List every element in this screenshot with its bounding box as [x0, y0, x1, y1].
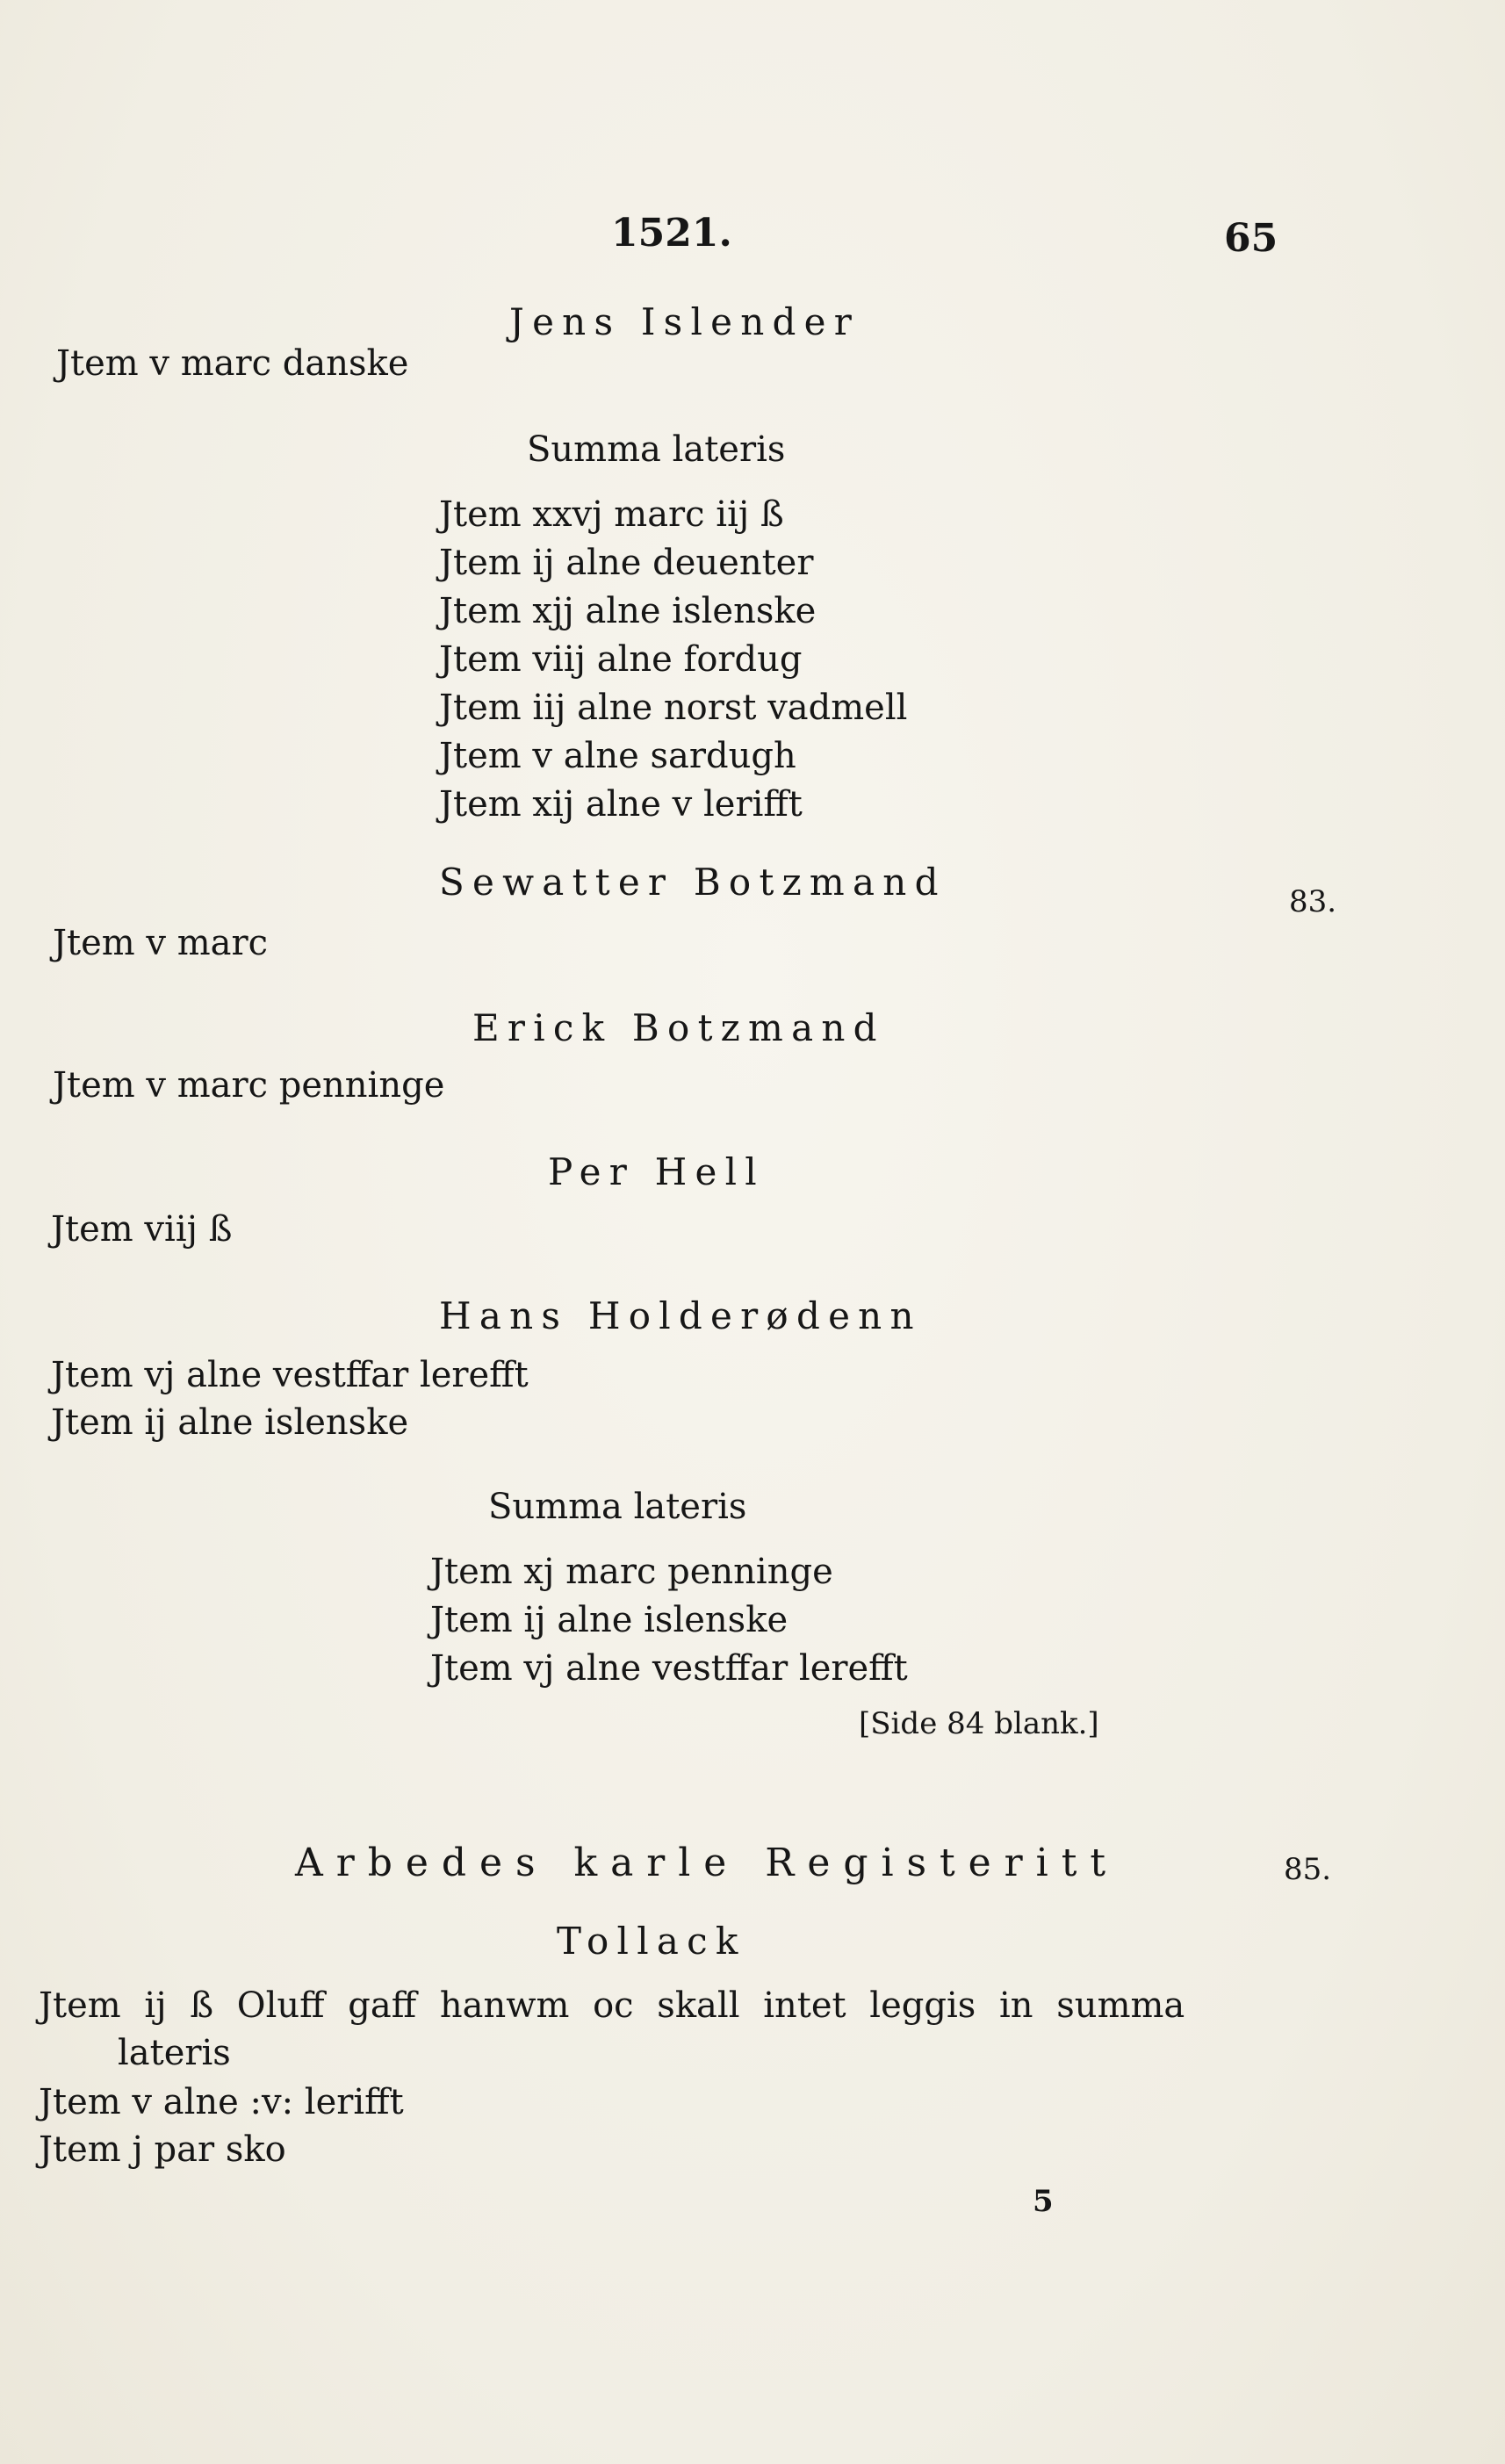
entry-jens: Jtem v marc danske — [56, 343, 409, 384]
page-note: [Side 84 blank.] — [859, 1706, 1099, 1741]
name-per-hell: Per Hell — [548, 1150, 765, 1193]
summa-line: Jtem iij alne norst vadmell — [439, 688, 908, 728]
summa-line: Jtem viij alne fordug — [439, 639, 803, 680]
summa-line: Jtem xjj alne islenske — [439, 591, 817, 631]
summa-line: Jtem ij alne deuenter — [439, 543, 814, 583]
summa-line: Jtem vj alne vestffar lerefft — [430, 1648, 908, 1689]
summa-title-hans: Summa lateris — [488, 1487, 747, 1527]
summa-line: Jtem xxvj marc iij ß — [439, 494, 784, 535]
summa-line: Jtem xij alne v lerifft — [439, 784, 803, 825]
name-jens-islender: Jens Islender — [509, 300, 861, 343]
section-title-arbedes: Arbedes karle Registeritt — [295, 1841, 1119, 1885]
signature-mark: 5 — [1033, 2184, 1054, 2219]
summa-line: Jtem ij alne islenske — [430, 1600, 789, 1640]
entry-tollack: Jtem v alne :v: lerifft — [39, 2082, 404, 2122]
entry-erick: Jtem v marc penninge — [53, 1065, 445, 1106]
page-year: 1521. — [611, 211, 732, 256]
page-number: 65 — [1224, 216, 1278, 261]
name-tollack: Tollack — [557, 1920, 746, 1963]
name-hans-holderodenn: Hans Holderødenn — [439, 1294, 922, 1337]
name-sewatter-botzmand: Sewatter Botzmand — [439, 861, 947, 904]
entry-hans: Jtem ij alne islenske — [51, 1402, 409, 1443]
name-erick-botzmand: Erick Botzmand — [472, 1006, 885, 1049]
entry-tollack: Jtem ij ß Oluff gaff hanwm oc skall intet leggis in summa — [39, 1985, 1185, 2026]
summa-line: Jtem v alne sardugh — [439, 736, 796, 776]
entry-tollack: Jtem j par sko — [39, 2129, 286, 2170]
margin-number-83: 83. — [1289, 884, 1337, 919]
entry-sewatter: Jtem v marc — [53, 923, 269, 963]
summa-title-jens: Summa lateris — [527, 429, 786, 470]
entry-hans: Jtem vj alne vestffar lerefft — [51, 1355, 529, 1395]
summa-line: Jtem xj marc penninge — [430, 1552, 833, 1592]
entry-per: Jtem viij ß — [51, 1209, 233, 1250]
margin-number-85: 85. — [1284, 1852, 1332, 1887]
entry-tollack-continued: lateris — [118, 2033, 231, 2073]
